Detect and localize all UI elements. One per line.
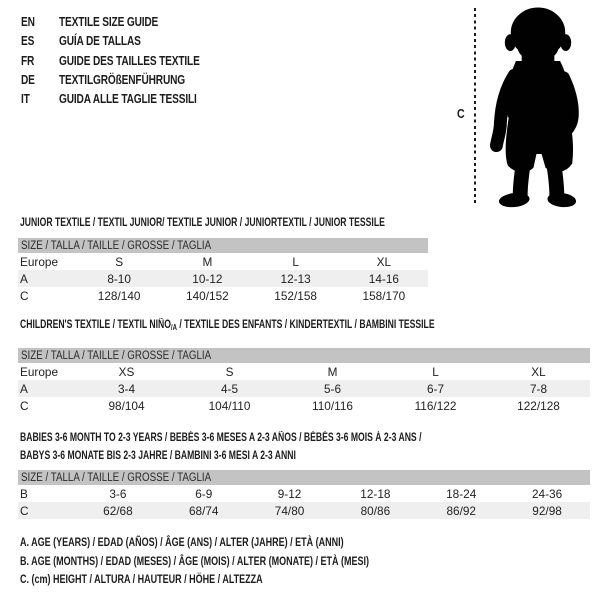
size-value-cell: S bbox=[225, 364, 234, 379]
row-label-cell: C bbox=[20, 398, 29, 413]
guide-title: TEXTILGRÖßENFÜHRUNG bbox=[59, 72, 186, 88]
title-line-2: BABYS 3-6 MONATE BIS 2-3 JAHRE / BAMBINI 3-6 MESI A 2-3 ANNI bbox=[20, 450, 296, 462]
size-header-bar bbox=[18, 348, 590, 363]
size-value-cell: 12-18 bbox=[360, 486, 391, 501]
size-header-label: SIZE / TALLA / TAILLE / GRÖSSE / TAGLIA bbox=[21, 471, 212, 484]
size-header-label: SIZE / TALLA / TAILLE / GRÖSSE / TAGLIA bbox=[21, 239, 212, 252]
table-row bbox=[18, 287, 428, 304]
size-value-cell: 104/110 bbox=[208, 398, 251, 413]
title-subscript: /A bbox=[170, 323, 177, 332]
size-value-cell: 116/122 bbox=[414, 398, 457, 413]
height-dashed-line bbox=[474, 8, 476, 206]
title-text: CHILDREN'S TEXTILE / TEXTIL NIÑO bbox=[20, 319, 171, 331]
size-value-cell: 24-36 bbox=[531, 486, 563, 501]
size-value-cell: 7-8 bbox=[529, 381, 548, 396]
language-code: FR bbox=[21, 52, 35, 68]
guide-title: GUIDE DES TAILLES TEXTILE bbox=[59, 52, 200, 68]
size-value-cell: 18-24 bbox=[446, 486, 477, 501]
language-code: ES bbox=[21, 33, 35, 49]
table-row bbox=[18, 253, 428, 270]
row-label-cell: Europe bbox=[20, 364, 59, 379]
size-value-cell: 74/80 bbox=[274, 503, 305, 518]
size-value-cell: XL bbox=[376, 254, 392, 269]
language-code: IT bbox=[21, 91, 30, 107]
row-label-cell: A bbox=[20, 271, 28, 286]
size-value-cell: 98/104 bbox=[108, 398, 145, 413]
size-header-bar bbox=[18, 470, 590, 485]
size-value-cell: L bbox=[432, 364, 439, 379]
size-value-cell: 14-16 bbox=[368, 271, 399, 286]
size-value-cell: S bbox=[115, 254, 124, 269]
table-row bbox=[18, 380, 590, 397]
row-label-cell: B bbox=[20, 486, 28, 501]
size-value-cell: 80/86 bbox=[360, 503, 391, 518]
size-value-cell: 4-5 bbox=[220, 381, 239, 396]
babies-size-table bbox=[18, 485, 590, 519]
height-measure-label: C bbox=[457, 107, 465, 121]
title-line-1: BABIES 3-6 MONTH TO 2-3 YEARS / BEBÉS 3-6 MESES A 2-3 AÑOS / BÉBÉS 3-6 MOIS À 2-3 ANS / bbox=[20, 432, 422, 444]
list-item bbox=[21, 70, 239, 89]
guide-title: TEXTILE SIZE GUIDE bbox=[59, 14, 159, 30]
size-value-cell: 6-9 bbox=[195, 486, 213, 501]
size-value-cell: 10-12 bbox=[192, 271, 223, 286]
list-item bbox=[21, 31, 239, 50]
size-value-cell: 12-13 bbox=[280, 271, 311, 286]
size-value-cell: 128/140 bbox=[97, 288, 141, 303]
size-value-cell: 110/116 bbox=[312, 398, 353, 413]
note-age-years: A. AGE (YEARS) / EDAD (AÑOS) / ÂGE (ANS) / ALTER (JAHRE) / ETÀ (ANNI) bbox=[20, 535, 344, 549]
size-value-cell: 122/128 bbox=[517, 398, 560, 413]
guide-title: GUÍA DE TALLAS bbox=[59, 33, 141, 49]
row-label-cell: C bbox=[20, 288, 29, 303]
size-value-cell: 92/98 bbox=[532, 503, 562, 518]
language-code: DE bbox=[21, 72, 35, 88]
size-value-cell: 3-4 bbox=[117, 381, 136, 396]
size-value-cell: 140/152 bbox=[186, 288, 229, 303]
table-row bbox=[18, 270, 428, 287]
children-size-table bbox=[18, 363, 590, 414]
table-row bbox=[18, 502, 590, 519]
size-value-cell: 158/170 bbox=[362, 288, 406, 303]
size-value-cell: 6-7 bbox=[426, 381, 445, 396]
size-header-bar bbox=[18, 238, 428, 253]
list-item bbox=[21, 89, 239, 108]
size-value-cell: XL bbox=[531, 364, 546, 379]
size-value-cell: 62/68 bbox=[103, 503, 133, 518]
legend-notes bbox=[20, 533, 485, 589]
size-value-cell: L bbox=[292, 254, 299, 269]
size-value-cell: 8-10 bbox=[107, 271, 131, 286]
size-value-cell: 5-6 bbox=[323, 381, 342, 396]
row-label-cell: C bbox=[20, 503, 29, 518]
table-row bbox=[18, 397, 590, 414]
language-code: EN bbox=[21, 14, 35, 30]
note-height-cm: C. (cm) HEIGHT / ALTURA / HAUTEUR / HÖHE / ALTEZZA bbox=[20, 572, 263, 587]
list-item bbox=[21, 51, 239, 70]
size-value-cell: 86/92 bbox=[446, 503, 476, 518]
size-value-cell: 68/74 bbox=[188, 503, 219, 518]
guide-title: GUIDA ALLE TAGLIE TESSILI bbox=[59, 91, 197, 107]
title-text: / TEXTILE DES ENFANTS / KINDERTEXTIL / BAMBINI TESSILE bbox=[176, 319, 435, 331]
babies-table-title bbox=[20, 429, 421, 465]
toddler-silhouette-image bbox=[486, 6, 592, 208]
size-value-cell: M bbox=[202, 254, 213, 269]
language-title-list bbox=[21, 12, 239, 108]
junior-size-table bbox=[18, 253, 428, 304]
row-label-cell: Europe bbox=[20, 254, 59, 269]
size-value-cell: M bbox=[327, 364, 338, 379]
row-label-cell: A bbox=[20, 381, 28, 396]
table-row bbox=[18, 363, 590, 380]
children-table-title bbox=[20, 319, 435, 334]
junior-table-title: JUNIOR TEXTILE / TEXTIL JUNIOR/ TEXTILE JUNIOR / JUNIORTEXTIL / JUNIOR TESSILE bbox=[20, 217, 385, 229]
size-value-cell: XS bbox=[118, 364, 135, 379]
size-header-label: SIZE / TALLA / TAILLE / GRÖSSE / TAGLIA bbox=[21, 349, 212, 362]
note-age-months: B. AGE (MONTHS) / EDAD (MESES) / ÂGE (MOIS) / ALTER (MONATE) / ETÀ (MESI) bbox=[20, 553, 369, 568]
size-value-cell: 152/158 bbox=[274, 288, 317, 303]
size-value-cell: 9-12 bbox=[277, 486, 302, 501]
list-item bbox=[21, 12, 239, 31]
table-row bbox=[18, 485, 590, 502]
size-value-cell: 3-6 bbox=[109, 486, 127, 501]
